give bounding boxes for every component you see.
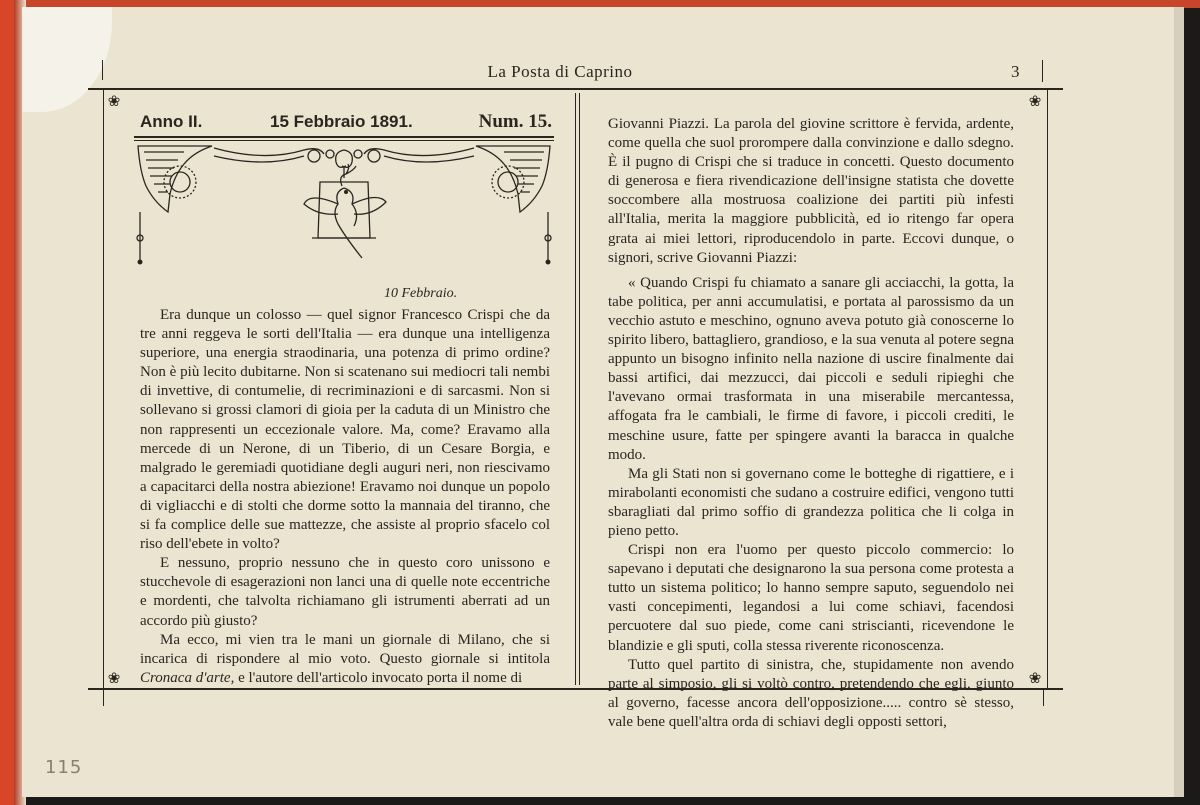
- bottom-tick-left: [103, 690, 104, 706]
- article-paragraph: E nessuno, proprio nessuno che in questo coro unissono e stucchevole di esagerazioni non lanci una di quelle note eccentriche e mordenti, che talvolta richiamano gli istrumenti aberrati ad un accordo più giusto?: [140, 555, 550, 629]
- quoted-paragraph: « Quando Crispi fu chiamato a sanare gli acciacchi, la gotta, la tabe politica, per anni accumulatisi, e portata al parossismo da un vecchio astuto e meschino, ognuno aveva potuto già conoscerne lo spirito libero, battagliero, grandioso, e la sua venuta al potere segna appunto un bisogno infinito nella nazione di uscire finalmente dai bassi artifici, dai mezzucci, dai piccoli e seduli ripieghi che l'avevano ormai trasformata in una miserabile mercantessa, affogata fra le cambiali, le firme di favore, i piccoli crediti, le meschine usure, fatte per spingere avanti la baracca in qualche modo.: [608, 274, 1014, 463]
- bottom-tick-right: [1043, 690, 1044, 706]
- dateline: 10 Febbraio.: [384, 286, 458, 301]
- right-frame-rule: [1047, 90, 1048, 688]
- header-tick-right: [1042, 60, 1043, 82]
- corner-ornament-bottom-right-icon: ❀: [1028, 669, 1042, 687]
- left-frame-rule: [103, 90, 104, 688]
- column-divider-right: [579, 93, 580, 685]
- quoted-paragraph: Ma gli Stati non si governano come le botteghe di rigattiere, e i mirabolanti economisti che sudano a costruire edifici, vengono tutti sbaragliati dal primo soffio di grandezza politica che li colga in pieno petto.: [608, 465, 1014, 539]
- pencil-page-note: 115: [45, 757, 83, 778]
- paragraph-text: e l'autore dell'articolo invocato porta il nome di: [234, 669, 523, 686]
- running-header: [80, 60, 1040, 82]
- column-divider-left: [575, 93, 576, 685]
- article-paragraph: Giovanni Piazzi. La parola del giovine scrittore è fervida, ardente, come quella che suol prorompere dalla convinzione e dallo sdegno. È il pugno di Crispi che si traduce in concetti. Questo documento di generosa e fiera rivendicazione dell'insigne statista che dovette soccombere alla mostruosa coalizione dei partiti più infesti all'Italia, merita la maggiore pubblicità, ed io ritengo far opera grata ai miei lettori, riproducendolo in parte. Eccovi dunque, o signori, scrive Giovanni Piazzi:: [608, 116, 1014, 266]
- parrot-ornament-icon: [134, 142, 554, 270]
- quoted-paragraph: Crispi non era l'uomo per questo piccolo commercio: lo sapevano i deputati che designarono la sua persona come protesta a tutto un sistema politico; lo hanno sempre saputo, seguendolo nei vasti concepimenti, legandosi a lui come schiavi, facendosi percuotere dal suo piede, come cani striscianti, ricevendone le blandizie e gli sputi, colla stessa riverente riconoscenza.: [608, 542, 1014, 654]
- left-column: [140, 306, 550, 688]
- journal-title: Cronaca d'arte,: [140, 669, 235, 686]
- quoted-paragraph: Tutto quel partito di sinistra, che, stupidamente non avendo parte al simposio, gli si voltò contro, pretendendo che egli, giunto al governo, facesse ancora dell'opposizione..... contro sè stesso, vale bene quell'altra orda di schiavi degli opposti settori,: [608, 656, 1014, 730]
- issue-date: 15 Febbraio 1891.: [270, 112, 413, 131]
- corner-ornament-bottom-left-icon: ❀: [107, 669, 121, 687]
- issue-masthead: [140, 112, 552, 134]
- right-column: [608, 115, 1014, 732]
- article-paragraph: Era dunque un colosso — quel signor Francesco Crispi che da tre anni reggeva le sorti dell'Italia — era dunque una intelligenza superiore, una energia straodinaria, una potenza di primo ordine? Non è più lecito dubitarne. Non si scatenano sui mediocri tali nembi di invettive, di contumelie, di recriminazioni e di sarcasmi. Non si sollevano si grossi clamori di gioia per la caduta di un Ministro che non rappresenti un eccezionale valore. Ma, come? Eravamo alla mercede di un Nerone, di un Tiberio, di un Cesare Borgia, e malgrado le geremiadi quotidiane degli auguri neri, non riescivamo a capacitarci della nostra abiezione! Eravamo noi dunque un popolo di vigliacchi e di stolti che dorme sotto la mannaia del tiranno, che si fa complice delle sue mattezze, che assiste al proprio sfacelo col riso dell'ebete in volto?: [140, 307, 550, 553]
- publication-title: La Posta di Caprino: [487, 62, 633, 81]
- page-number: 3: [1011, 62, 1020, 81]
- corner-ornament-top-left-icon: ❀: [107, 92, 121, 110]
- issue-number: Num. 15.: [478, 111, 552, 132]
- corner-ornament-top-right-icon: ❀: [1028, 92, 1042, 110]
- masthead-rule-thick: [134, 136, 554, 138]
- top-frame-rule: [88, 88, 1063, 90]
- masthead-rule-thin: [134, 140, 554, 141]
- issue-year: Anno II.: [140, 112, 203, 131]
- article-paragraph: [140, 631, 550, 688]
- paragraph-text: Ma ecco, mi vien tra le mani un giornale di Milano, che si incarica di rispondere al mio voto. Questo giornale si intitola: [140, 631, 550, 667]
